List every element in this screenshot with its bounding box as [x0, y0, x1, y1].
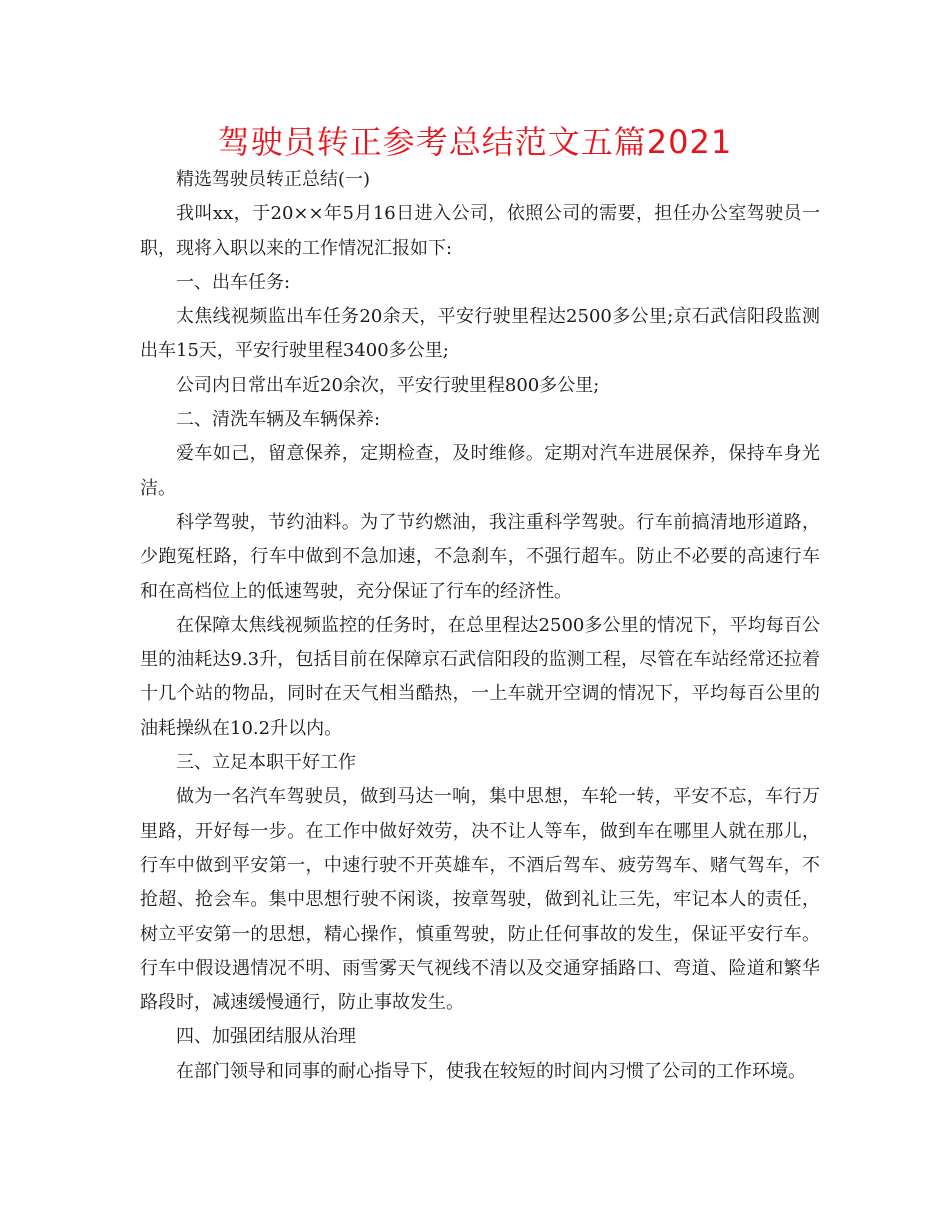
paragraph-heading: 四、加强团结服从治理 — [176, 1026, 356, 1048]
paragraph: 爱车如己，留意保养，定期检查，及时维修。定期对汽车进展保养，保持车身光洁。 — [140, 443, 820, 499]
paragraph: 我叫xx，于20××年5月16日进入公司，依照公司的需要，担任办公室驾驶员一职，现将入职以来的工作情况汇报如下: — [140, 203, 820, 259]
paragraph-heading: 二、清洗车辆及车辆保养: — [176, 409, 381, 431]
paragraph-heading: 一、出车任务: — [176, 271, 291, 293]
document-body — [140, 163, 820, 1089]
paragraph: 科学驾驶，节约油料。为了节约燃油，我注重科学驾驶。行车前搞清地形道路，少跑冤枉路，行车中做到不急加速，不急刹车，不强行超车。防止不必要的高速行车和在高档位上的低速驾驶，充分保证了行车的经济性。 — [140, 511, 820, 602]
paragraph-heading: 三、立足本职干好工作 — [176, 752, 356, 774]
paragraph-section-heading: 精选驾驶员转正总结(一) — [176, 169, 371, 190]
paragraph: 做为一名汽车驾驶员，做到马达一响，集中思想，车轮一转，平安不忘，车行万里路，开好每一步。在工作中做好效劳，决不让人等车，做到车在哪里人就在那儿，行车中做到平安第一，中速行驶不开英雄车，不酒后驾车、疲劳驾车、赌气驾车，不抢超、抢会车。集中思想行驶不闲谈，按章驾驶，做到礼让三先，牢记本人的责任，树立平安第一的思想，精心操作，慎重驾驶，防止任何事故的发生，保证平安行车。行车中假设遇情况不明、雨雪雾天气视线不清以及交通穿插路口、弯道、险道和繁华路段时，减速缓慢通行，防止事故发生。 — [140, 786, 820, 1014]
paragraph: 在保障太焦线视频监控的任务时，在总里程达2500多公里的情况下，平均每百公里的油耗达9.3升，包括目前在保障京石武信阳段的监测工程，尽管在车站经常还拉着十几个站的物品，同时在天气相当酷热，一上车就开空调的情况下，平均每百公里的油耗操纵在10.2升以内。 — [140, 614, 820, 739]
paragraph: 在部门领导和同事的耐心指导下，使我在较短的时间内习惯了公司的工作环境。 — [176, 1060, 806, 1082]
paragraph: 太焦线视频监出车任务20余天，平安行驶里程达2500多公里;京石武信阳段监测出车15天，平安行驶里程3400多公里; — [140, 306, 820, 362]
document-title: 驾驶员转正参考总结范文五篇2021 — [217, 123, 733, 161]
paragraph: 公司内日常出车近20余次，平安行驶里程800多公里; — [176, 374, 600, 396]
